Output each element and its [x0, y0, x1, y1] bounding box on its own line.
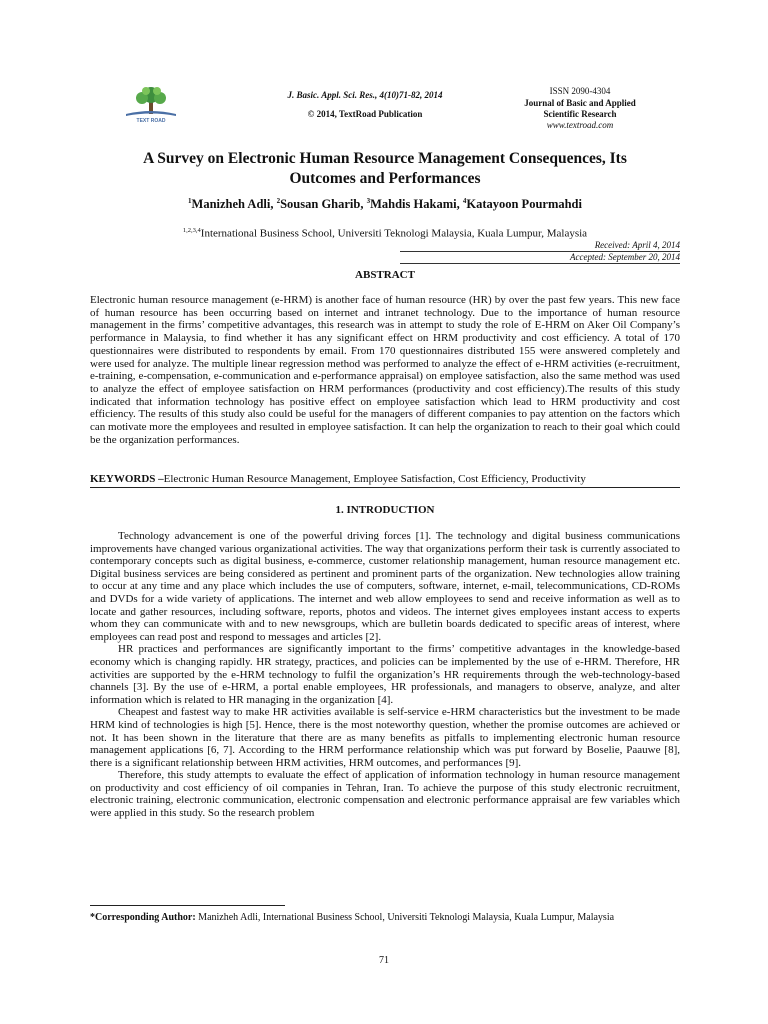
title-line-1: A Survey on Electronic Human Resource Management Consequences, Its [143, 150, 627, 167]
affiliation-text: International Business School, Universiti Teknologi Malaysia, Kuala Lumpur, Malaysia [200, 227, 588, 240]
abstract-heading: ABSTRACT [355, 269, 415, 281]
journal-citation: J. Basic. Appl. Sci. Res., 4(10)71-82, 2014 [287, 90, 443, 100]
author-mark: 4 [462, 197, 467, 205]
body-paragraph: Therefore, this study attempts to evaluate the effect of application of information technology in human resource management on productivity and cost efficiency of oil companies in Tehran, Iran. To achieve the purpose of this study electronic recruitment, electronic training, electronic communication, electronic compensation and electronic performance appraisal are few variables which were applied in this study. So the research problem [90, 769, 680, 820]
author-mark: 3 [366, 197, 371, 205]
footnote-text: Manizheh Adli, International Business School, Universiti Teknologi Malaysia, Kuala Lumpur, Malaysia [198, 912, 615, 923]
accepted-date: Accepted: September 20, 2014 [400, 252, 680, 264]
title-line-2: Outcomes and Performances [289, 170, 481, 187]
header-center [250, 86, 480, 124]
journal-name-line1: Journal of Basic and Applied [524, 98, 636, 108]
copyright: © 2014, TextRoad Publication [307, 109, 423, 119]
journal-name-line2: Scientific Research [543, 109, 617, 119]
author-name: Sousan Gharib [280, 197, 361, 212]
author-list: $^1$Manizheh Adli, $^2$Sousan Gharib, $^3$Mahdis Hakami, $^4$Katayoon Pourmahdi [188, 197, 582, 212]
introduction-body [90, 530, 680, 820]
paper-title [90, 149, 680, 189]
author-name: Katayoon Pourmahdi [466, 197, 582, 212]
body-paragraph: HR practices and performances are significantly important to the firms’ competitive advantages in the knowledge-based economy which is changing rapidly. HR strategy, practices, and policies can be implemented by the use of e-HRM. Therefore, HR activities are supported by the e-HRM technology to fulfil the organization’s HR requirements through the web-technology-based channels [3]. By the use of e-HRM, a portal enable employees, HR professionals, and managers to observe, analyze, and alter information which is related to HR managing in the organization [4]. [90, 643, 680, 706]
page-number: 71 [379, 955, 389, 966]
keywords-divider [90, 487, 680, 488]
affiliation [90, 227, 680, 240]
abstract-text: Electronic human resource management (e-HRM) is another face of human resource (HR) by over the past few years. This new face of human resource has been occurring based on internet and intranet technology. Due to the importance of human resource management in the firms’ competitive advantages, this research was in attempt to study the role of E-HRM on Aker Oil Company’s performance in Malaysia, to find whether it has any significant effect on HRM productivity and cost efficiency. A total of 170 questionnaires were distributed to respondents by email. From 170 questionnaires distributed 155 were answered completely and were used for analyze. The multiple linear regression method was performed to analyze the effect of e-HRM activities (e-recruitment, e-training, e-compensation, e-communication and e-performance appraisal) on employee satisfaction, also the same method was used to analyze the effect of employee satisfaction on HRM performances (productivity and cost efficiency).The results of this study indicated that information technology has positive effect on employee satisfaction which lead to HRM productivity and cost efficiency. The results of this study also could be useful for the managers of different companies to pay attention on the factors which can motivate more the employees and resulted in employee satisfaction. It can help the organization to reach to their goal which could be the organization performances. [90, 294, 680, 446]
affiliation-marks: 1,2,3,4 [182, 227, 201, 234]
footnote-divider [90, 905, 285, 906]
author-name: Manizheh Adli [191, 197, 271, 212]
received-date: Received: April 4, 2014 [400, 240, 680, 252]
logo-text: TEXT ROAD [136, 118, 166, 124]
keywords [90, 473, 680, 486]
journal-website-link[interactable]: www.textroad.com [546, 120, 614, 130]
footnote-label: *Corresponding Author: [90, 912, 196, 923]
publisher-logo [118, 84, 184, 124]
author-mark: 2 [276, 197, 281, 205]
author-mark: 1 [188, 197, 192, 205]
keywords-text: Electronic Human Resource Management, Employee Satisfaction, Cost Efficiency, Productivity [163, 473, 586, 485]
submission-dates [400, 240, 680, 264]
body-paragraph: Cheapest and fastest way to make HR activities available is self-service e-HRM characteristics but the investment to be made HRM kind of technologies is high [5]. Hence, there is the most noteworthy question, whether the promise outcomes are achieved or not. It has been shown in the literature that there are as many benefits as pitfalls to implementing electronic human resource management applications [6, 7]. According to the HRM performance relationship which was put forward by Boselie, Paauwe [8], there is a significant relationship between HRM activities, HRM outcomes, and performances [9]. [90, 706, 680, 769]
keywords-label: KEYWORDS – [90, 473, 164, 485]
tree-logo-icon [118, 84, 184, 124]
corresponding-author-footnote [90, 912, 680, 924]
section-heading-introduction: 1. INTRODUCTION [335, 504, 435, 516]
header-right [485, 86, 675, 131]
issn: ISSN 2090-4304 [549, 86, 611, 96]
body-paragraph: Technology advancement is one of the powerful driving forces [1]. The technology and digital business communications improvements have changed various organizational activities. The way that organizations perform their task is currently associated to contemporary concepts such as digital business, e-commerce, customer relationship management, human resource management etc. Digital business services are being considered as pertinent and prominent parts of the organization. New technologies allow training to occur at any time and any place which includes the use of computers, software, internet, e-mail, telecommunications, CD-ROMs and DVDs for a wide variety of applications. The internet and web allow employees to send and receive information as well as to locate and gather resources, including software, reports, photos and videos. The internet gives employees instant access to experts whom they can communicate with and to new newsgroups, which are bulletin boards dedicated to specific areas of interest, where employees can read post and respond to messages and articles [2]. [90, 530, 680, 643]
author-name: Mahdis Hakami [370, 197, 457, 212]
